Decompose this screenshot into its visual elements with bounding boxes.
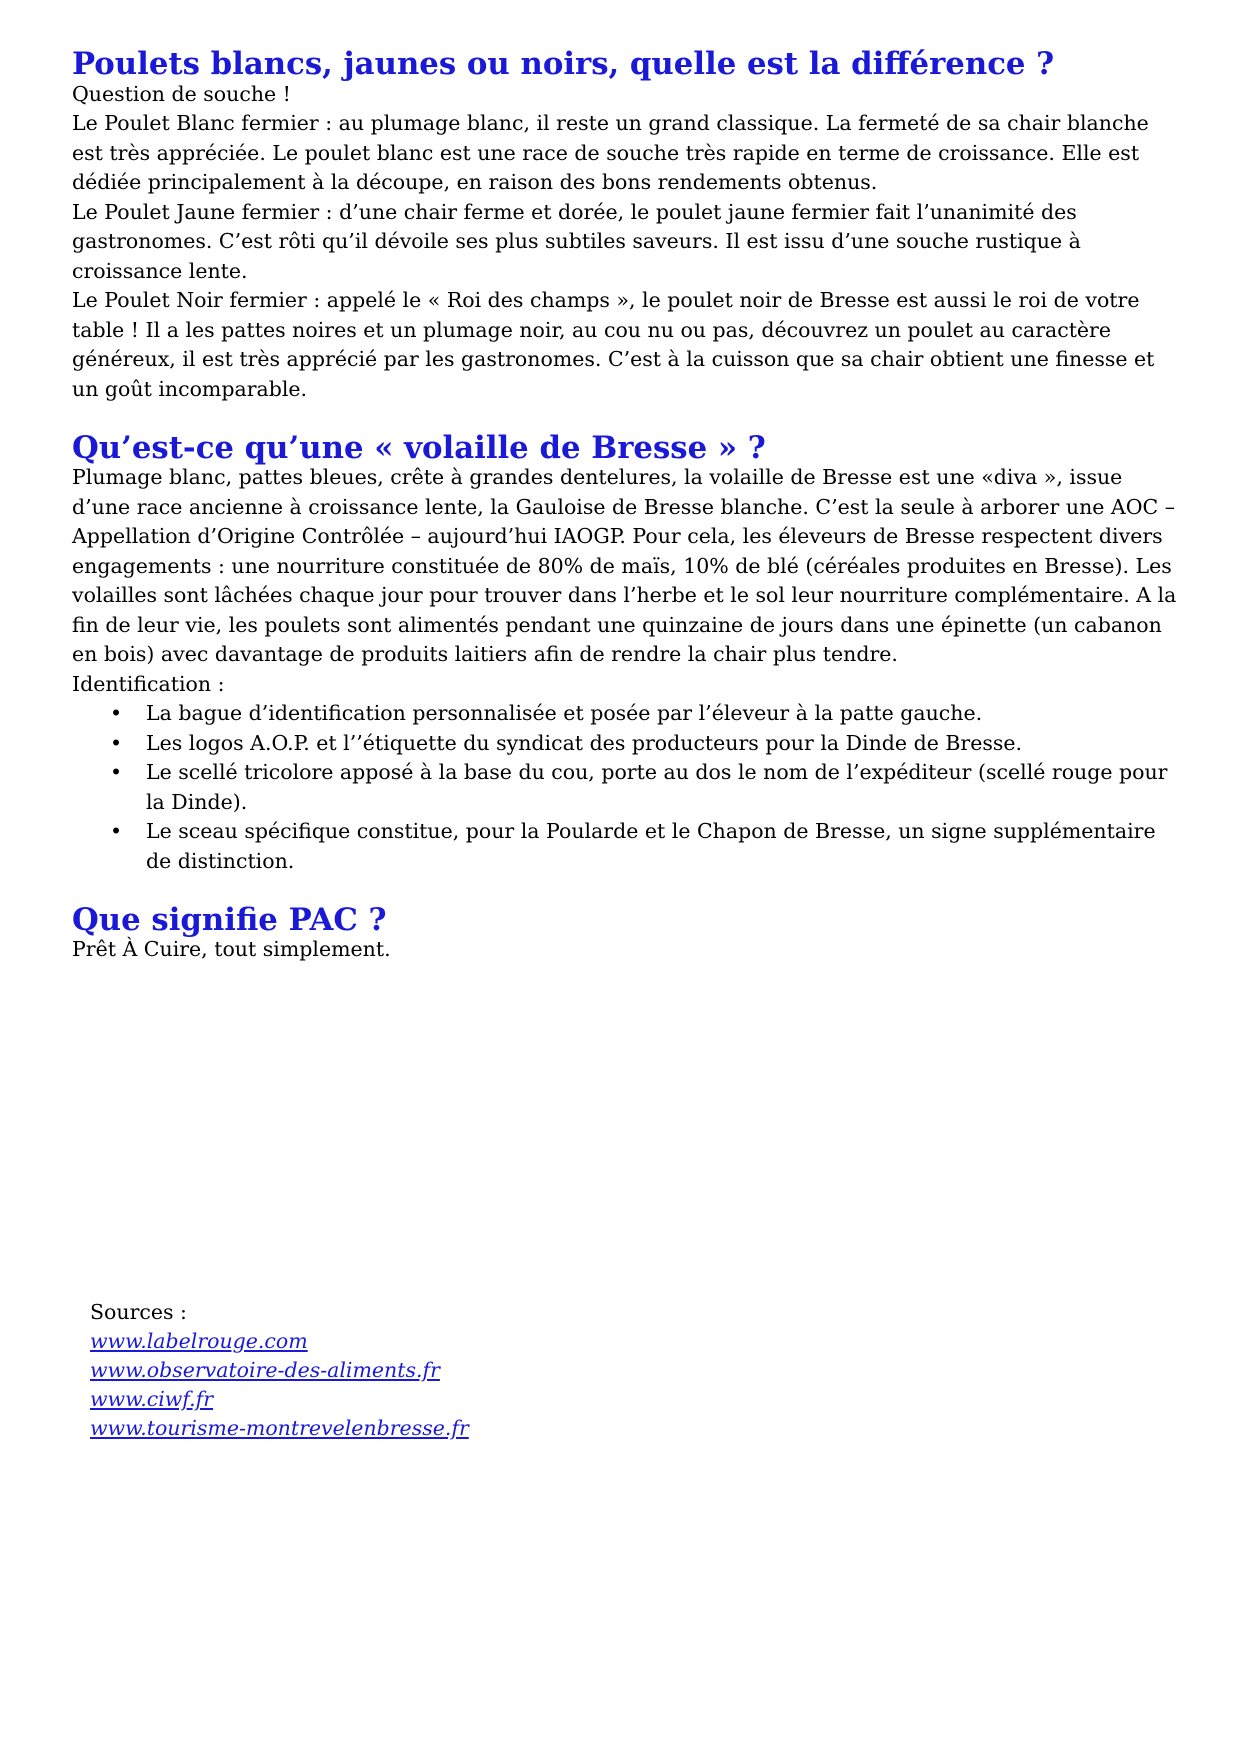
paragraph: Le Poulet Blanc fermier : au plumage blanc, il reste un grand classique. La fermeté de sa chair blanche est très appréciée. Le poulet blanc est une race de souche très rapide en terme de croissance. Elle est dédiée principalement à la découpe, en raison des bons rendements obtenus. bbox=[72, 111, 1149, 194]
bullet-icon: • bbox=[110, 730, 123, 755]
document-body bbox=[72, 46, 1182, 965]
list-item-text: Les logos A.O.P. et l’’étiquette du syndicat des producteurs pour la Dinde de Bresse. bbox=[146, 730, 1023, 755]
section-heading-volaille-bresse: Qu’est-ce qu’une « volaille de Bresse » ? bbox=[72, 429, 766, 466]
list-item bbox=[72, 699, 1182, 729]
source-link-ciwf[interactable]: www.ciwf.fr bbox=[90, 1387, 214, 1411]
identification-list bbox=[72, 699, 1182, 876]
list-item bbox=[72, 817, 1182, 876]
sources-block bbox=[90, 1298, 469, 1443]
source-link-tourisme[interactable]: www.tourisme-montrevelenbresse.fr bbox=[90, 1416, 469, 1440]
list-item-text: Le sceau spécifique constitue, pour la Poularde et le Chapon de Bresse, un signe supplémentaire de distinction. bbox=[146, 819, 1156, 873]
bullet-icon: • bbox=[110, 760, 123, 784]
list-item-text: La bague d’identification personnalisée et posée par l’éleveur à la patte gauche. bbox=[146, 701, 983, 725]
list-item bbox=[72, 758, 1182, 817]
identification-label: Identification : bbox=[72, 671, 225, 696]
paragraph: Question de souche ! bbox=[72, 81, 291, 106]
section-heading-pac: Que signifie PAC ? bbox=[72, 901, 387, 938]
paragraph: Le Poulet Jaune fermier : d’une chair ferme et dorée, le poulet jaune fermier fait l’unanimité des gastronomes. C’est rôti qu’il dévoile ses plus subtiles saveurs. Il est issu d’une souche rustique à croissance lente. bbox=[72, 199, 1081, 283]
paragraph: Le Poulet Noir fermier : appelé le « Roi des champs », le poulet noir de Bresse est aussi le roi de votre table ! Il a les pattes noires et un plumage noir, au cou nu ou pas, découvrez un poulet au caractère généreux, il est très apprécié par les gastronomes. C’est à la cuisson que sa chair obtient une finesse et un goût incomparable. bbox=[72, 288, 1155, 401]
paragraph: Plumage blanc, pattes bleues, crête à grandes dentelures, la volaille de Bresse est une «diva », issue d’une race ancienne à croissance lente, la Gauloise de Bresse blanche. C’est la seule à arborer une AOC – Appellation d’Origine Contrôlée – aujourd’hui IAOGP. Pour cela, les éleveurs de Bresse respectent divers engagements : une nourriture constituée de 80% de maïs, 10% de blé (céréales produites en Bresse). Les volailles sont lâchées chaque jour pour trouver dans l’herbe et le sol leur nourriture complémentaire. A la fin de leur vie, les poulets sont alimentés pendant une quinzaine de jours dans une épinette (un cabanon en bois) avec davantage de produits laitiers afin de rendre la chair plus tendre. bbox=[72, 465, 1177, 666]
list-item bbox=[72, 729, 1182, 759]
list-item-text: Le scellé tricolore apposé à la base du cou, porte au dos le nom de l’expéditeur (scellé rouge pour la Dinde). bbox=[146, 760, 1168, 814]
sources-label: Sources : bbox=[90, 1300, 187, 1324]
section-heading-poulets: Poulets blancs, jaunes ou noirs, quelle est la différence ? bbox=[72, 46, 1055, 82]
bullet-icon: • bbox=[110, 701, 123, 725]
paragraph: Prêt À Cuire, tout simplement. bbox=[72, 937, 391, 961]
bullet-icon: • bbox=[110, 819, 123, 843]
source-link-labelrouge[interactable]: www.labelrouge.com bbox=[90, 1329, 308, 1353]
source-link-observatoire[interactable]: www.observatoire-des-aliments.fr bbox=[90, 1358, 440, 1382]
